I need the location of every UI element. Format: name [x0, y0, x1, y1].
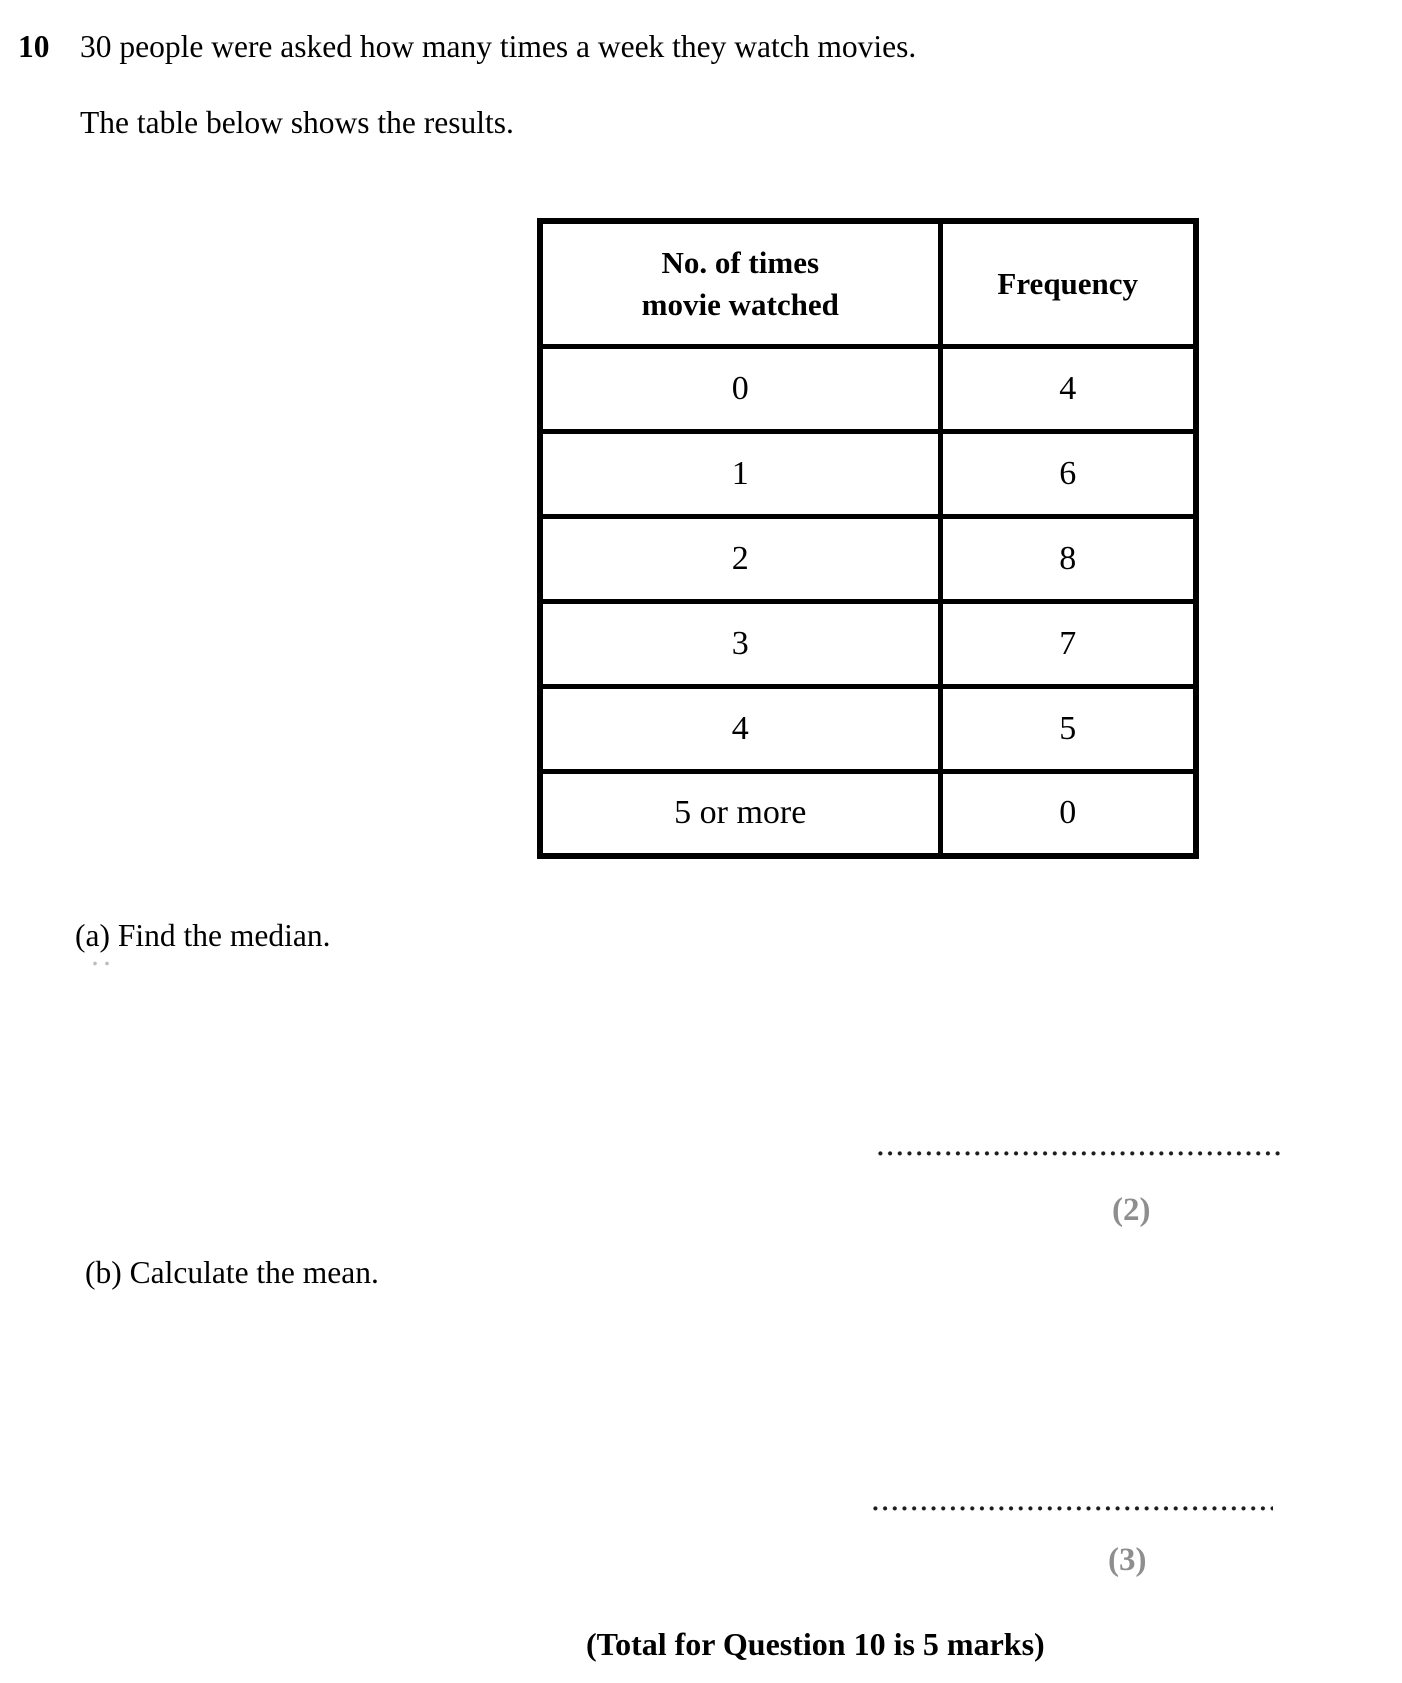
- frequency-cell: 0: [940, 771, 1196, 856]
- times-column-header: [540, 221, 940, 346]
- part-b-marks: (3): [1108, 1542, 1147, 1578]
- question-number: 10: [18, 29, 50, 64]
- table-header-row: [540, 221, 1196, 346]
- frequency-cell: 8: [940, 516, 1196, 601]
- stray-print-marks: [93, 960, 115, 967]
- part-b-label: (b): [85, 1255, 122, 1290]
- frequency-cell: 7: [940, 601, 1196, 686]
- part-a-prompt: [75, 918, 330, 954]
- question-table-caption: The table below shows the results.: [80, 105, 514, 140]
- times-header-line1: No. of times: [661, 245, 820, 281]
- frequency-cell: 5: [940, 686, 1196, 771]
- part-a-text: Find the median.: [117, 918, 331, 953]
- question-intro-line: 30 people were asked how many times a week they watch movies.: [80, 29, 917, 64]
- part-a-label: (a): [75, 918, 110, 953]
- frequency-cell: 4: [940, 346, 1196, 431]
- times-cell: 1: [540, 431, 940, 516]
- part-a-marks: (2): [1112, 1192, 1151, 1228]
- table-row: [540, 346, 1196, 431]
- times-cell: 2: [540, 516, 940, 601]
- times-cell: 4: [540, 686, 940, 771]
- frequency-column-header: Frequency: [940, 221, 1196, 346]
- frequency-table: [537, 218, 1199, 859]
- answer-line-a: [878, 1150, 1281, 1157]
- times-cell: 0: [540, 346, 940, 431]
- table-row: [540, 516, 1196, 601]
- times-header-line2: movie watched: [641, 286, 839, 322]
- table-row: [540, 601, 1196, 686]
- part-b-prompt: [85, 1255, 379, 1291]
- times-cell: 3: [540, 601, 940, 686]
- part-b-text: Calculate the mean.: [129, 1255, 379, 1290]
- table-row: [540, 686, 1196, 771]
- answer-line-b: [873, 1505, 1273, 1512]
- question-total-marks: (Total for Question 10 is 5 marks): [586, 1626, 1045, 1662]
- frequency-cell: 6: [940, 431, 1196, 516]
- table-row: [540, 431, 1196, 516]
- table-row: [540, 771, 1196, 856]
- times-cell: 5 or more: [540, 771, 940, 856]
